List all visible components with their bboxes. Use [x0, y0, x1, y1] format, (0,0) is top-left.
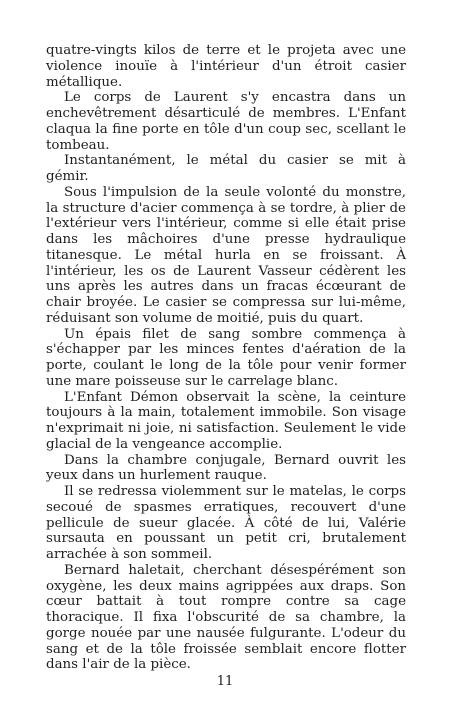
- body-text: [46, 43, 406, 673]
- paragraph: Bernard haletait, cherchant désespérément son oxygène, les deux mains agrippées aux draps. Son cœur battait à tout rompre contre sa cage thoracique. Il fixa l'obscurité de sa chambre, la gorge nouée par une nausée fulgurante. L'odeur du sang et de la tôle froissée semblait encore flotter dans l'air de la pièce.: [46, 562, 406, 673]
- page-number: 11: [216, 674, 234, 689]
- paragraph: Le corps de Laurent s'y encastra dans un enchevêtrement désarticulé de membres. L'Enfant claqua la fine porte en tôle d'un coup sec, scellant le tombeau.: [46, 90, 406, 153]
- paragraph: Sous l'impulsion de la seule volonté du monstre, la structure d'acier commença à se tordre, à plier de l'extérieur vers l'intérieur, comme si elle était prise dans les mâchoires d'une presse hydraulique titanesque. Le métal hurla en se froissant. À l'intérieur, les os de Laurent Vasseur cédèrent les uns après les autres dans un fracas écœurant de chair broyée. Le casier se compressa sur lui-même, réduisant son volume de moitié, puis du quart.: [46, 184, 406, 326]
- paragraph: L'Enfant Démon observait la scène, la ceinture toujours à la main, totalement immobile. Son visage n'exprimait ni joie, ni satisfaction. Seulement le vide glacial de la vengeance accomplie.: [46, 389, 406, 452]
- paragraph: Instantanément, le métal du casier se mit à gémir.: [46, 153, 406, 184]
- paragraph: Dans la chambre conjugale, Bernard ouvrit les yeux dans un hurlement rauque.: [46, 452, 406, 484]
- paragraph: Un épais filet de sang sombre commença à s'échapper par les minces fentes d'aération de la porte, coulant le long de la tôle pour venir former une mare poisseuse sur le carrelage blanc.: [46, 326, 406, 389]
- paragraph: quatre-vingts kilos de terre et le projeta avec une violence inouïe à l'intérieur d'un étroit casier métallique.: [46, 43, 406, 90]
- paragraph: Il se redressa violemment sur le matelas, le corps secoué de spasmes erratiques, recouvert d'une pellicule de sueur glacée. À côté de lui, Valérie sursauta en poussant un petit cri, brutalement arrachée à son sommeil.: [46, 484, 406, 562]
